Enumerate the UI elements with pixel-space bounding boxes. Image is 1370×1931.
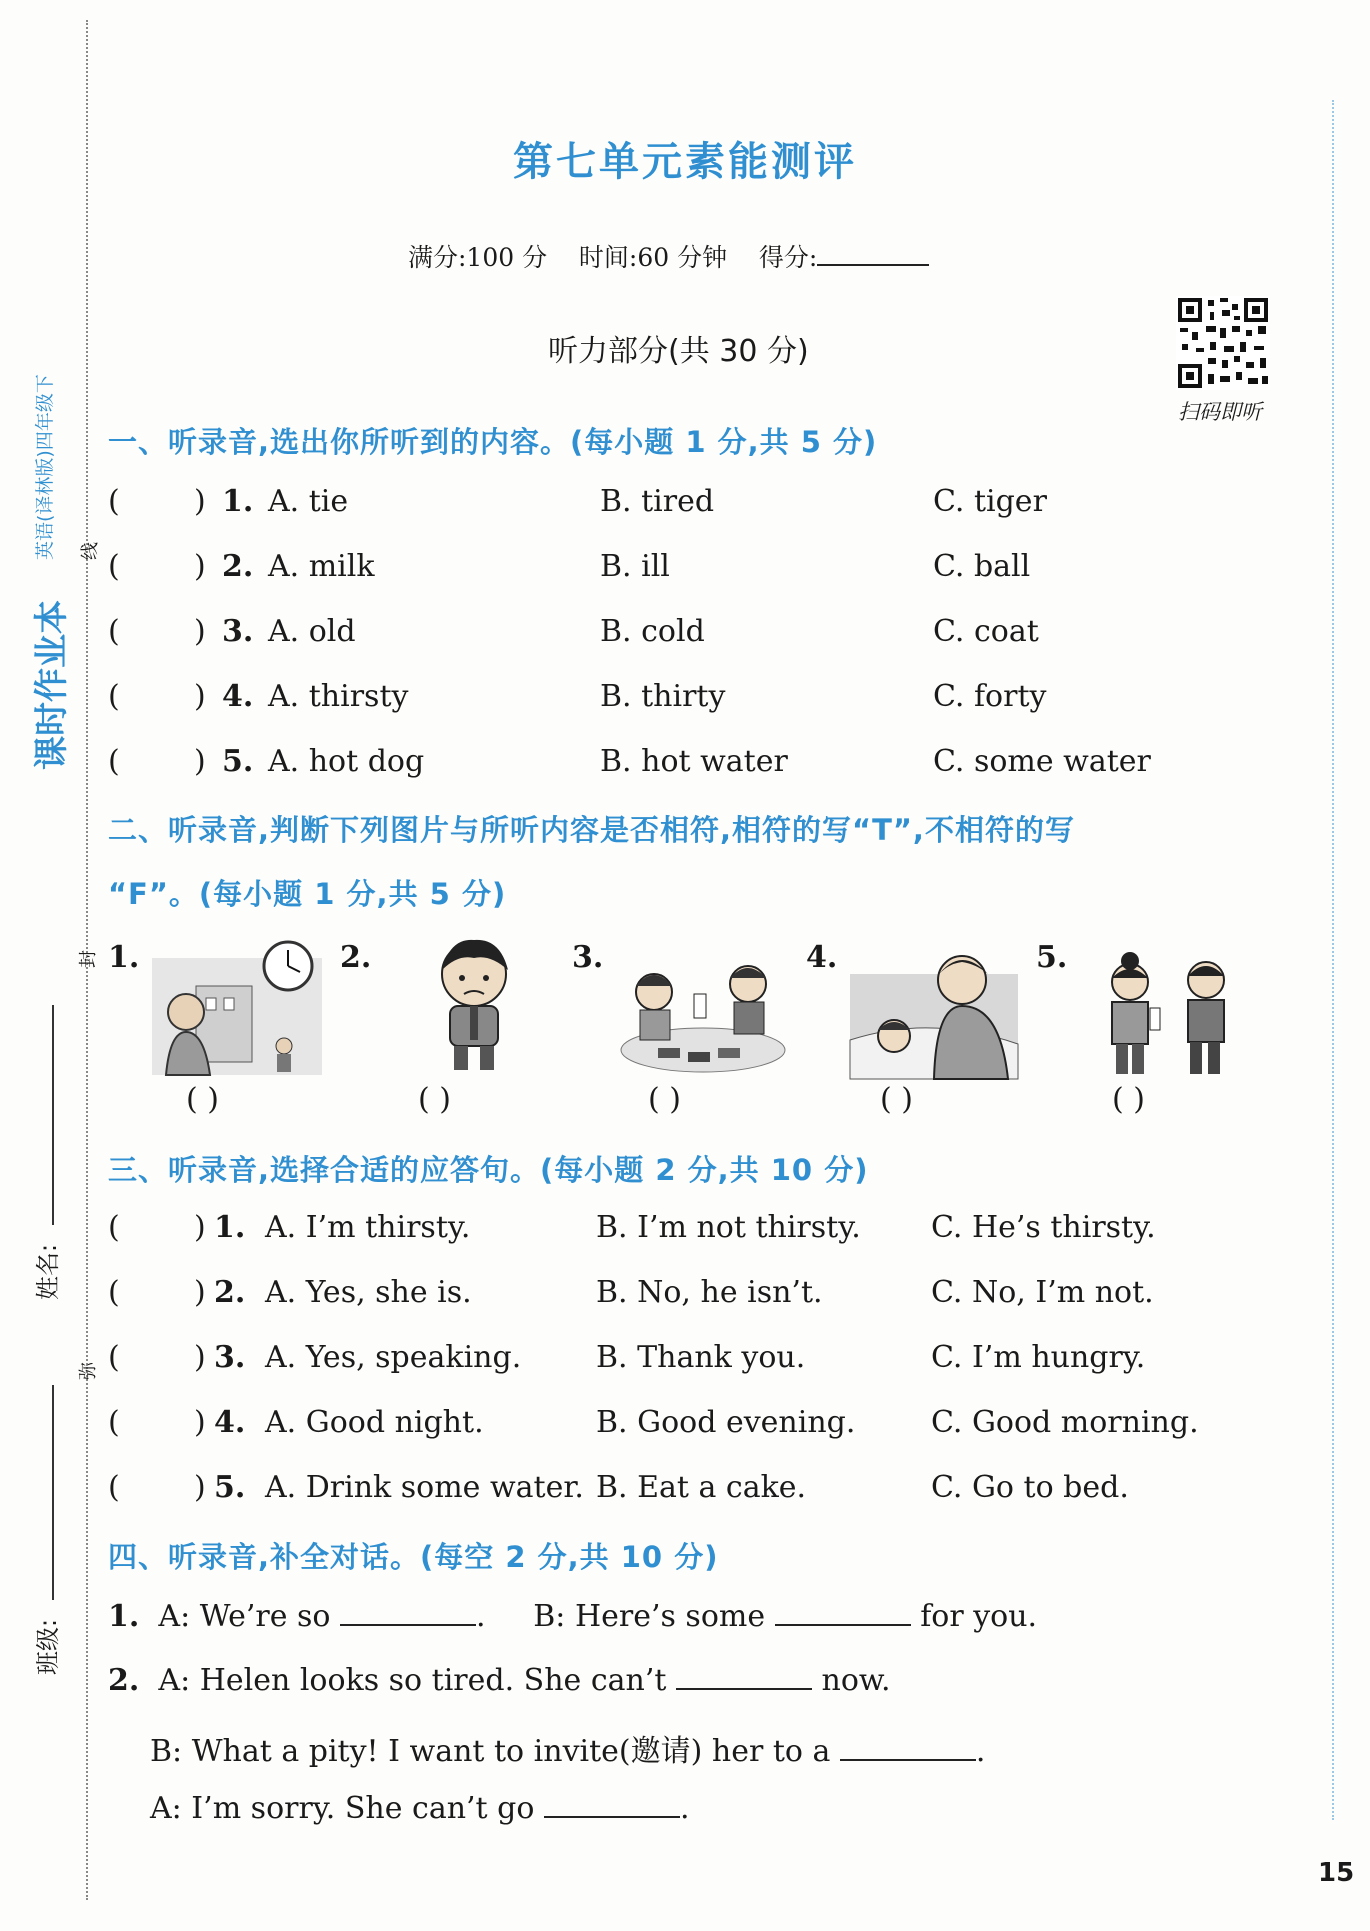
question-number: 5. xyxy=(214,1470,246,1505)
right-margin-line xyxy=(1332,100,1334,1820)
time-limit: 时间:60 分钟 xyxy=(578,243,728,272)
option-a: A. hot dog xyxy=(268,744,425,779)
blank-1[interactable] xyxy=(340,1598,476,1626)
option-c: C. He’s thirsty. xyxy=(931,1210,1156,1245)
dialog-4: A: I’m sorry. She can’t go xyxy=(150,1791,535,1826)
dot-4: . xyxy=(975,1734,986,1769)
option-c: C. tiger xyxy=(933,484,1047,519)
score-meta xyxy=(408,238,929,274)
option-b: B. I’m not thirsty. xyxy=(596,1210,861,1245)
section1-question-4 xyxy=(108,679,1288,739)
book-brand: 课时作业本 xyxy=(32,600,72,770)
answer-paren-open[interactable]: ( xyxy=(108,549,120,584)
cut-mark-1: 线 xyxy=(80,542,101,560)
picture-answer-2[interactable]: ( ) xyxy=(418,1082,451,1117)
picture-2 xyxy=(420,934,530,1078)
answer-paren-close[interactable]: ) xyxy=(194,1470,206,1505)
picture-answer-5[interactable]: ( ) xyxy=(1112,1082,1145,1117)
answer-paren-open[interactable]: ( xyxy=(108,614,120,649)
answer-paren-open[interactable]: ( xyxy=(108,1275,120,1310)
answer-paren-close[interactable]: ) xyxy=(194,614,206,649)
section3-question-3 xyxy=(108,1340,1288,1400)
answer-paren-open[interactable]: ( xyxy=(108,744,120,779)
section3-heading: 三、听录音,选择合适的应答句。(每小题 2 分,共 10 分) xyxy=(108,1153,869,1187)
option-a: A. old xyxy=(268,614,356,649)
picture-4 xyxy=(850,944,1018,1083)
answer-paren-open[interactable]: ( xyxy=(108,1340,120,1375)
name-blank[interactable] xyxy=(52,1005,54,1225)
option-a: A. Drink some water. xyxy=(265,1470,584,1505)
picture-answer-1[interactable]: ( ) xyxy=(186,1082,219,1117)
option-c: C. I’m hungry. xyxy=(931,1340,1146,1375)
option-c: C. coat xyxy=(933,614,1039,649)
answer-paren-close[interactable]: ) xyxy=(194,549,206,584)
picture-number-5: 5. xyxy=(1036,940,1068,975)
section3-question-4 xyxy=(108,1405,1288,1465)
picture-number-1: 1. xyxy=(108,940,140,975)
dialog-1-b: B: Here’s some xyxy=(533,1599,766,1634)
class-blank[interactable] xyxy=(52,1385,54,1600)
dialog-1-end: for you. xyxy=(920,1599,1038,1634)
option-b: B. tired xyxy=(600,484,715,519)
question-number: 2. xyxy=(214,1275,246,1310)
section3-question-1 xyxy=(108,1210,1288,1270)
option-c: C. Good morning. xyxy=(931,1405,1199,1440)
answer-paren-open[interactable]: ( xyxy=(108,1405,120,1440)
score-label: 得分: xyxy=(758,243,818,272)
section2-heading-line1: 二、听录音,判断下列图片与所听内容是否相符,相符的写“T”,不相符的写 xyxy=(108,813,1075,847)
answer-paren-close[interactable]: ) xyxy=(194,1275,206,1310)
dialog-2-a: A: Helen looks so tired. She can’t xyxy=(158,1663,667,1698)
answer-paren-close[interactable]: ) xyxy=(194,679,206,714)
dialog-2-end: now. xyxy=(821,1663,891,1698)
answer-paren-close[interactable]: ) xyxy=(194,1340,206,1375)
dot-1: . xyxy=(476,1599,486,1634)
option-b: B. Good evening. xyxy=(596,1405,856,1440)
question-number: 5. xyxy=(222,744,254,779)
qr-caption: 扫码即听 xyxy=(1178,400,1262,424)
option-b: B. Eat a cake. xyxy=(596,1470,807,1505)
option-b: B. ill xyxy=(600,549,670,584)
option-c: C. forty xyxy=(933,679,1047,714)
option-c: C. Go to bed. xyxy=(931,1470,1129,1505)
option-b: B. No, he isn’t. xyxy=(596,1275,823,1310)
answer-paren-close[interactable]: ) xyxy=(194,744,206,779)
picture-answer-4[interactable]: ( ) xyxy=(880,1082,913,1117)
book-edition: 英语(译林版)四年级下 xyxy=(34,374,56,560)
dialog-line-1 xyxy=(108,1598,1037,1634)
option-a: A. milk xyxy=(268,549,375,584)
option-c: C. some water xyxy=(933,744,1151,779)
blank-4[interactable] xyxy=(840,1733,976,1761)
dialog-num-1: 1. xyxy=(108,1599,140,1634)
section1-question-5 xyxy=(108,744,1288,804)
dialog-line-2 xyxy=(108,1662,891,1698)
section1-question-2 xyxy=(108,549,1288,609)
blank-5[interactable] xyxy=(544,1790,680,1818)
blank-3[interactable] xyxy=(676,1662,812,1690)
cut-mark-2: 封 xyxy=(78,950,99,968)
picture-1 xyxy=(152,940,322,1079)
option-c: C. No, I’m not. xyxy=(931,1275,1154,1310)
question-number: 3. xyxy=(214,1340,246,1375)
dot-5: . xyxy=(679,1791,690,1826)
section2-heading-line2: “F”。(每小题 1 分,共 5 分) xyxy=(108,877,507,911)
answer-paren-close[interactable]: ) xyxy=(194,1210,206,1245)
answer-paren-open[interactable]: ( xyxy=(108,1210,120,1245)
answer-paren-open[interactable]: ( xyxy=(108,1470,120,1505)
option-b: B. hot water xyxy=(600,744,788,779)
answer-paren-close[interactable]: ) xyxy=(194,484,206,519)
blank-2[interactable] xyxy=(775,1598,911,1626)
page-number: 15 xyxy=(1318,1858,1355,1888)
section1-question-3 xyxy=(108,614,1288,674)
section1-heading: 一、听录音,选出你所听到的内容。(每小题 1 分,共 5 分) xyxy=(108,425,878,459)
dialog-3: B: What a pity! I want to invite(邀请) her to a xyxy=(150,1734,831,1769)
dialog-line-4 xyxy=(150,1790,690,1826)
section3-question-2 xyxy=(108,1275,1288,1335)
option-a: A. tie xyxy=(268,484,349,519)
question-number: 2. xyxy=(222,549,254,584)
dialog-1-a: A: We’re so xyxy=(158,1599,331,1634)
picture-number-2: 2. xyxy=(340,940,372,975)
picture-5 xyxy=(1088,952,1248,1081)
picture-answer-3[interactable]: ( ) xyxy=(648,1082,681,1117)
dialog-line-3 xyxy=(150,1726,985,1770)
picture-number-4: 4. xyxy=(806,940,838,975)
section3-question-5 xyxy=(108,1470,1288,1530)
answer-paren-close[interactable]: ) xyxy=(194,1405,206,1440)
option-b: B. Thank you. xyxy=(596,1340,806,1375)
name-label: 姓名: xyxy=(34,1243,62,1300)
full-score: 满分:100 分 xyxy=(408,243,548,272)
option-a: A. I’m thirsty. xyxy=(265,1210,471,1245)
class-label: 班级: xyxy=(34,1618,62,1675)
dialog-num-2: 2. xyxy=(108,1663,140,1698)
question-number: 1. xyxy=(222,484,254,519)
score-blank[interactable] xyxy=(817,238,929,266)
option-c: C. ball xyxy=(933,549,1031,584)
answer-paren-open[interactable]: ( xyxy=(108,679,120,714)
option-b: B. thirty xyxy=(600,679,726,714)
option-a: A. Yes, speaking. xyxy=(265,1340,522,1375)
answer-paren-open[interactable]: ( xyxy=(108,484,120,519)
cut-mark-3: 弥 xyxy=(78,1362,99,1380)
page-title: 第七单元素能测评 xyxy=(513,138,857,185)
question-number: 1. xyxy=(214,1210,246,1245)
section4-heading: 四、听录音,补全对话。(每空 2 分,共 10 分) xyxy=(108,1540,719,1574)
option-a: A. Good night. xyxy=(265,1405,484,1440)
listening-title: 听力部分(共 30 分) xyxy=(548,334,809,369)
question-number: 3. xyxy=(222,614,254,649)
option-a: A. thirsty xyxy=(268,679,409,714)
picture-number-3: 3. xyxy=(572,940,604,975)
qr-code[interactable] xyxy=(1176,296,1270,390)
option-b: B. cold xyxy=(600,614,705,649)
question-number: 4. xyxy=(222,679,254,714)
option-a: A. Yes, she is. xyxy=(265,1275,472,1310)
question-number: 4. xyxy=(214,1405,246,1440)
picture-3 xyxy=(618,952,788,1081)
section1-question-1 xyxy=(108,484,1288,544)
